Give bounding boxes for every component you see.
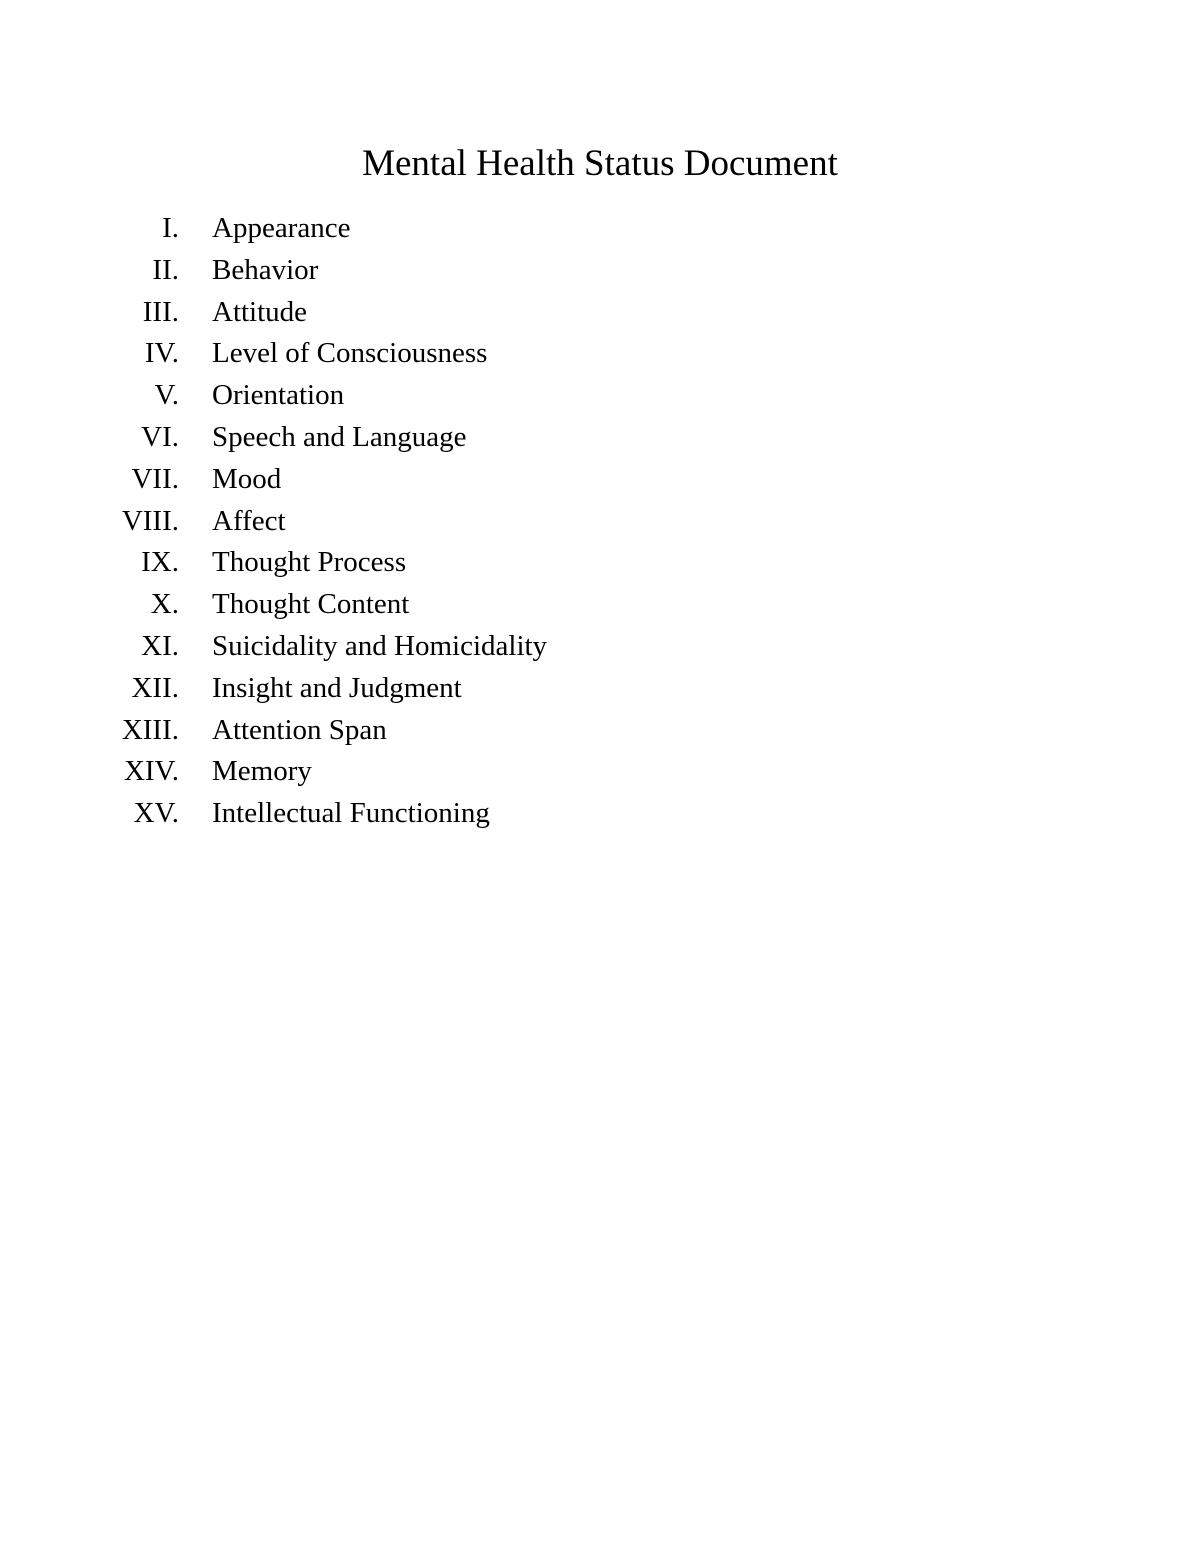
outline-numeral: IX. (141, 546, 179, 579)
outline-item (0, 333, 1200, 375)
outline-numeral: XI. (141, 629, 179, 662)
outline-label: Attitude (212, 295, 308, 328)
outline-item (0, 793, 1200, 835)
outline-label: Attention Span (212, 713, 387, 746)
outline-item (0, 668, 1200, 710)
outline-numeral: III. (142, 295, 179, 328)
outline-numeral: XIII. (121, 713, 179, 746)
outline-numeral: IV. (144, 337, 179, 370)
outline-item (0, 417, 1200, 459)
outline-label: Appearance (212, 212, 351, 244)
outline-label: Orientation (212, 379, 345, 412)
outline-numeral: XIV. (123, 755, 179, 788)
outline-label: Intellectual Functioning (212, 797, 490, 830)
outline-item (0, 751, 1200, 793)
outline-label: Level of Consciousness (212, 337, 488, 370)
outline-item (0, 208, 1200, 250)
outline-numeral: VI. (141, 420, 179, 453)
outline-item (0, 626, 1200, 668)
outline-item (0, 250, 1200, 292)
outline-numeral: II. (152, 253, 179, 286)
outline-item (0, 459, 1200, 501)
outline-numeral: XII. (131, 671, 179, 704)
outline-numeral: X. (150, 588, 179, 621)
outline-numeral: VII. (131, 462, 179, 495)
outline-item (0, 710, 1200, 752)
outline-label: Affect (212, 504, 286, 537)
outline-numeral: V. (154, 379, 179, 412)
outline-label: Insight and Judgment (212, 671, 462, 704)
outline-item (0, 375, 1200, 417)
outline-label: Memory (212, 755, 312, 788)
outline-label: Speech and Language (212, 420, 467, 453)
outline-item (0, 584, 1200, 626)
outline-label: Thought Process (212, 546, 407, 579)
section-outline (0, 208, 1200, 835)
outline-item (0, 501, 1200, 543)
outline-label: Thought Content (212, 588, 410, 621)
outline-numeral: VIII. (121, 504, 179, 537)
document-title: Mental Health Status Document (362, 143, 838, 184)
outline-label: Suicidality and Homicidality (212, 629, 548, 662)
outline-item (0, 292, 1200, 334)
outline-label: Behavior (212, 253, 319, 286)
outline-item (0, 542, 1200, 584)
outline-label: Mood (212, 462, 282, 495)
outline-numeral: XV. (133, 797, 179, 830)
outline-numeral: I. (162, 212, 179, 244)
